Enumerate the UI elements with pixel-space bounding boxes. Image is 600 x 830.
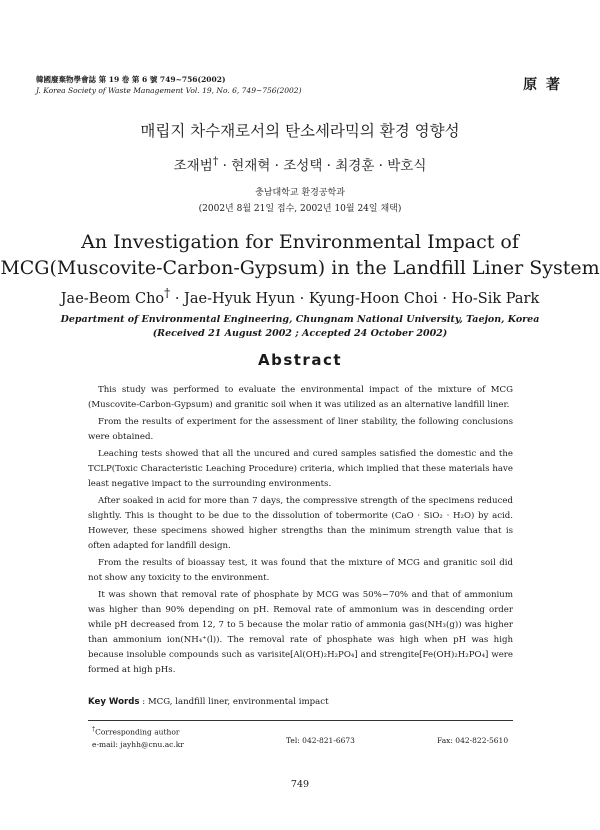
journal-citation-korean: 韓國廢棄物學會誌 第 19 卷 第 6 號 749~756(2002)	[36, 75, 226, 84]
korean-coauthors: · 현재혁 · 조성택 · 최경훈 · 박호식	[218, 158, 427, 174]
english-title-line1: An Investigation for Environmental Impact of	[81, 231, 519, 253]
corresponding-mark: †	[164, 286, 171, 300]
abstract-paragraph: It was shown that removal rate of phosphate by MCG was 50%~70% and that of ammonium was higher than 90% depending on pH. Removal rate of ammonium was in descending order while pH decreased from 12, 7 to 5 because the molar ratio of ammonia gas(NH₃(g)) was higher than ammonium ion(NH₄⁺(l)). The removal rate of phosphate was high when pH was high because insoluble compounds such as varisite[Al(OH)₂H₂PO₄] and strengite[Fe(OH)₂H₂PO₄] were formed at high pHs.	[88, 590, 513, 675]
journal-header	[36, 74, 302, 96]
abstract-paragraph: From the results of bioassay test, it was found that the mixture of MCG and granitic soil did not show any toxicity to the environment.	[88, 558, 513, 583]
english-authors	[0, 286, 600, 307]
abstract-paragraph: This study was performed to evaluate the environmental impact of the mixture of MCG (Muscovite-Carbon-Gypsum) and granitic soil when it was utilized as an alternative landfill liner.	[88, 385, 513, 410]
keywords	[88, 697, 329, 707]
footnote-divider	[88, 720, 513, 721]
footnote-tel: Tel: 042-821-6673	[286, 736, 355, 745]
article-type-tag: 原 著	[523, 77, 562, 93]
english-title-line2: MCG(Muscovite-Carbon-Gypsum) in the Landfill Liner System	[0, 257, 600, 279]
abstract-paragraph: After soaked in acid for more than 7 days, the compressive strength of the specimens reduced slightly. This is thought to be due to the dissolution of tobermorite (CaO · SiO₂ · H₂O) by acid. However, these specimens showed higher strengths than the minimum strength value that is often adapted for landfill design.	[88, 496, 513, 551]
korean-title: 매립지 차수재로서의 탄소세라믹의 환경 영향성	[140, 122, 460, 140]
korean-dates: (2002년 8월 21일 접수, 2002년 10월 24일 채택)	[198, 204, 402, 214]
footnote-fax: Fax: 042-822-5610	[437, 736, 509, 745]
page-number: 749	[290, 779, 310, 790]
korean-authors	[0, 154, 600, 174]
english-dates: (Received 21 August 2002 ; Accepted 24 October 2002)	[152, 328, 448, 339]
korean-affiliation: 충남대학교 환경공학과	[255, 188, 345, 198]
english-affiliation-block	[0, 313, 600, 341]
abstract-body	[88, 383, 513, 680]
footnote	[92, 724, 184, 751]
corresponding-author-label: Corresponding author	[95, 727, 180, 737]
keywords-text: : MCG, landfill liner, environmental impact	[139, 697, 329, 707]
keywords-label: Key Words	[88, 697, 140, 707]
corresponding-mark: †	[92, 726, 96, 733]
abstract-heading: Abstract	[257, 351, 343, 369]
english-affiliation: Department of Environmental Engineering, Chungnam National University, Taejon, Korea	[60, 314, 540, 325]
korean-first-author: 조재범	[173, 158, 213, 174]
corresponding-mark: †	[212, 154, 219, 168]
english-coauthors: · Jae-Hyuk Hyun · Kyung-Hoon Choi · Ho-Sik Park	[170, 290, 540, 307]
abstract-paragraph: From the results of experiment for the assessment of liner stability, the following conclusions were obtained.	[88, 417, 513, 442]
english-first-author: Jae-Beom Cho	[60, 290, 165, 307]
journal-citation-english: J. Korea Society of Waste Management Vol. 19, No. 6, 749~756(2002)	[36, 86, 302, 95]
english-title	[0, 229, 600, 281]
abstract-paragraph: Leaching tests showed that all the uncured and cured samples satisfied the domestic and the TCLP(Toxic Characteristic Leaching Procedure) criteria, which implied that these materials have least negative impact to the surrounding environments.	[88, 449, 513, 489]
footnote-email: e-mail: jayhh@cnu.ac.kr	[92, 739, 184, 749]
